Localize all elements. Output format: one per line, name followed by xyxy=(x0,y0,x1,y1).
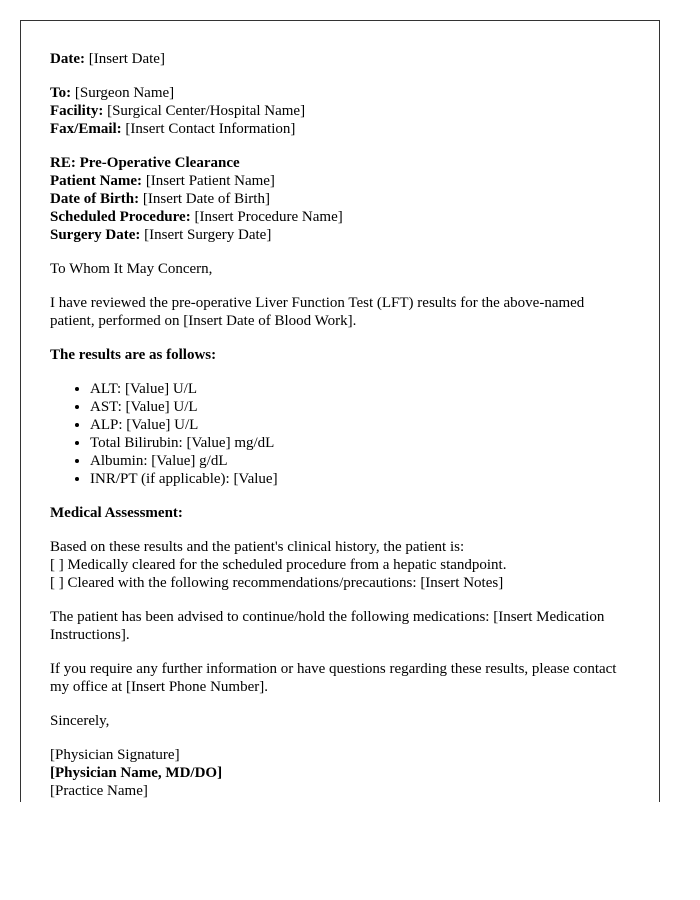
list-item: • ALT: [Value] U/L xyxy=(90,380,630,398)
list-item: • Total Bilirubin: [Value] mg/dL xyxy=(90,434,630,452)
list-item: • INR/PT (if applicable): [Value] xyxy=(90,470,630,488)
intro-paragraph: I have reviewed the pre-operative Liver Function Test (LFT) results for the above-named patient, performed on [Insert Date of Blood Work]. xyxy=(50,295,585,329)
dob-label: Date of Birth: xyxy=(50,191,140,207)
dob-line xyxy=(50,190,630,208)
facility-value: [Surgical Center/Hospital Name] xyxy=(107,103,306,119)
contact-paragraph: If you require any further information or have questions regarding these results, please contact my office at [Insert Phone Number]. xyxy=(50,661,617,695)
contact-line xyxy=(50,120,630,138)
re-subject: RE: Pre-Operative Clearance xyxy=(50,155,240,171)
practice-name: [Practice Name] xyxy=(50,783,148,799)
procedure-label: Scheduled Procedure: xyxy=(50,209,191,225)
sign-off: Sincerely, xyxy=(50,713,110,729)
date-line xyxy=(50,50,630,68)
to-line xyxy=(50,84,630,102)
patient-name-value: [Insert Patient Name] xyxy=(145,173,275,189)
physician-name: [Physician Name, MD/DO] xyxy=(50,765,223,781)
signature-block xyxy=(50,746,630,800)
assessment-option-cleared: [ ] Medically cleared for the scheduled procedure from a hepatic standpoint. xyxy=(50,557,507,573)
surgery-date-value: [Insert Surgery Date] xyxy=(144,227,272,243)
procedure-value: [Insert Procedure Name] xyxy=(194,209,343,225)
patient-name-label: Patient Name: xyxy=(50,173,143,189)
date-label: Date: xyxy=(50,51,85,67)
surgery-date-line xyxy=(50,226,630,244)
surgery-date-label: Surgery Date: xyxy=(50,227,141,243)
physician-signature: [Physician Signature] xyxy=(50,747,180,763)
facility-line xyxy=(50,102,630,120)
dob-value: [Insert Date of Birth] xyxy=(142,191,270,207)
salutation: To Whom It May Concern, xyxy=(50,261,213,277)
patient-name-line xyxy=(50,172,630,190)
date-value: [Insert Date] xyxy=(88,51,165,67)
list-item: • Albumin: [Value] g/dL xyxy=(90,452,630,470)
results-list xyxy=(50,380,630,488)
re-section xyxy=(50,154,630,244)
recipient-section xyxy=(50,84,630,138)
list-item: • ALP: [Value] U/L xyxy=(90,416,630,434)
results-heading: The results are as follows: xyxy=(50,347,217,363)
procedure-line xyxy=(50,208,630,226)
to-value: [Surgeon Name] xyxy=(74,85,175,101)
assessment-heading: Medical Assessment: xyxy=(50,505,183,521)
assessment-section xyxy=(50,538,630,592)
facility-label: Facility: xyxy=(50,103,104,119)
contact-value: [Insert Contact Information] xyxy=(125,121,296,137)
contact-label: Fax/Email: xyxy=(50,121,122,137)
medications-paragraph: The patient has been advised to continue/hold the following medications: [Insert Medication Instructions]. xyxy=(50,609,605,643)
letter-page xyxy=(20,20,660,802)
date-section xyxy=(50,50,630,68)
assessment-intro: Based on these results and the patient's clinical history, the patient is: xyxy=(50,539,465,555)
assessment-option-recommendations: [ ] Cleared with the following recommendations/precautions: [Insert Notes] xyxy=(50,575,504,591)
list-item: • AST: [Value] U/L xyxy=(90,398,630,416)
to-label: To: xyxy=(50,85,72,101)
